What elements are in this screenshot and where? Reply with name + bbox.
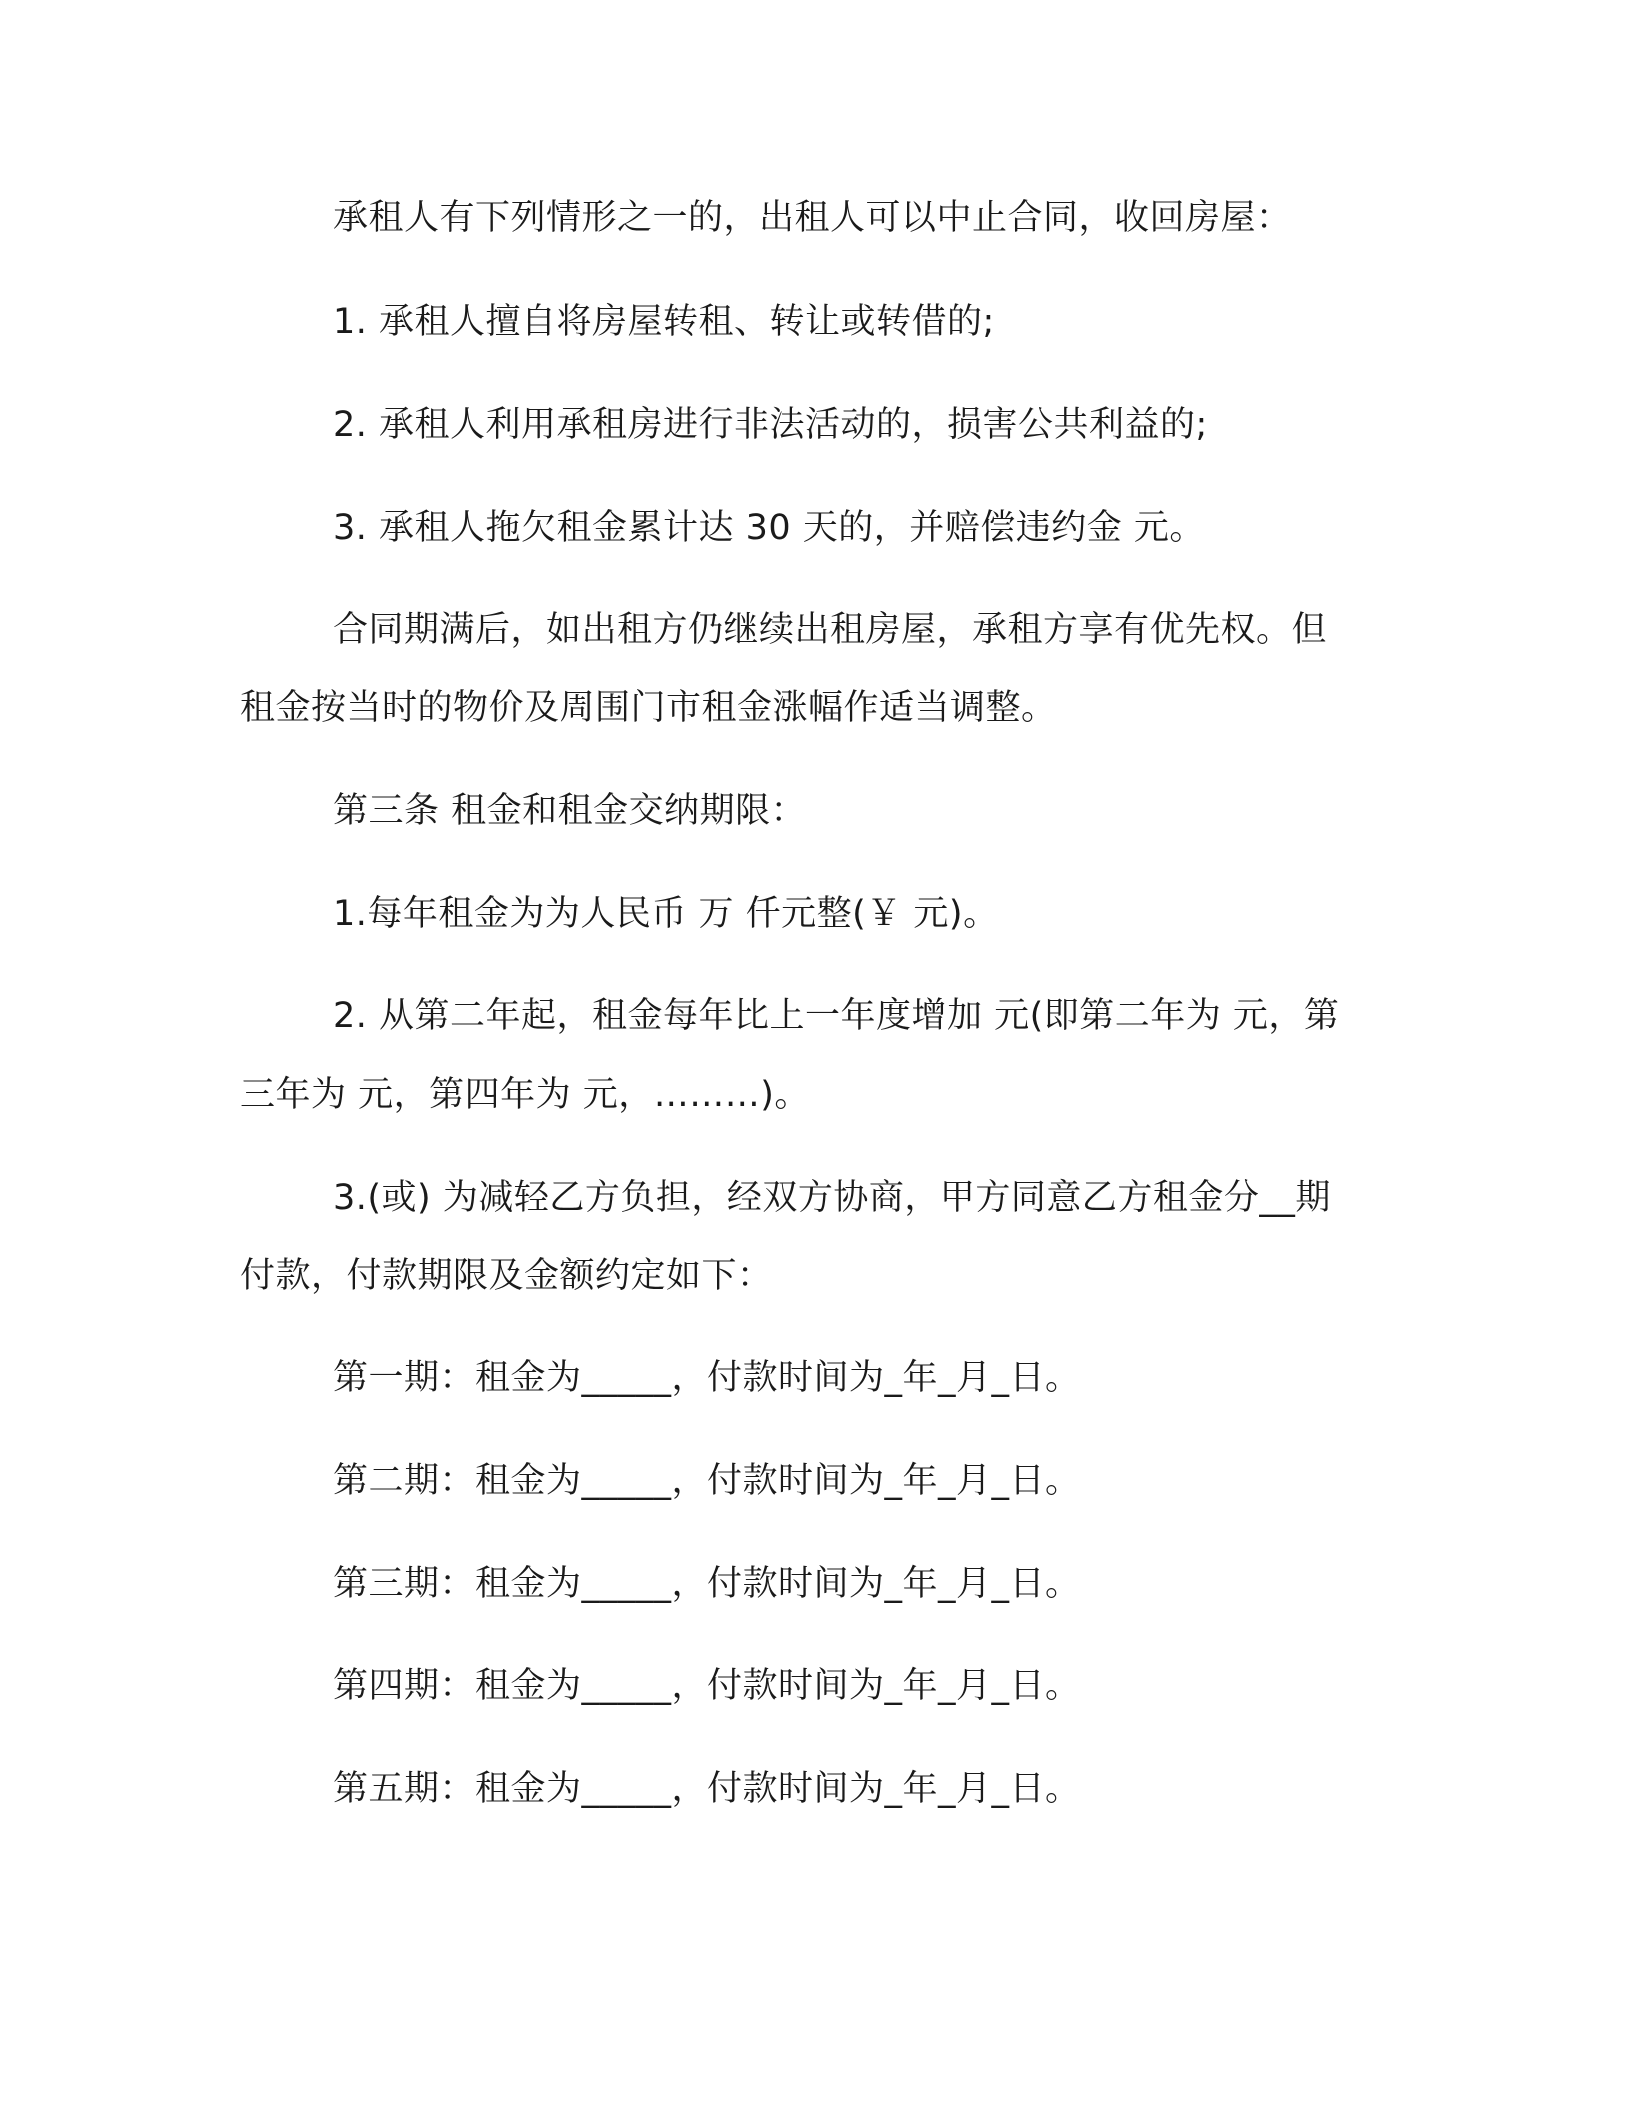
installment-3: 第三期：租金为_____，付款时间为_年_月_日。 xyxy=(333,1564,1081,1604)
clause-1: 1. 承租人擅自将房屋转租、转让或转借的; xyxy=(333,302,995,342)
installment-4: 第四期：租金为_____，付款时间为_年_月_日。 xyxy=(333,1666,1081,1706)
installment-5: 第五期：租金为_____，付款时间为_年_月_日。 xyxy=(333,1769,1081,1809)
rent-item-2-line-2: 三年为 元，第四年为 元，………)。 xyxy=(240,1075,810,1115)
rent-item-1: 1.每年租金为为人民币 万 仟元整(￥ 元)。 xyxy=(333,894,999,934)
clause-2: 2. 承租人利用承租房进行非法活动的，损害公共利益的; xyxy=(333,405,1208,445)
article-3-heading: 第三条 租金和租金交纳期限： xyxy=(333,791,807,831)
renewal-paragraph-line-2: 租金按当时的物价及周围门市租金涨幅作适当调整。 xyxy=(240,688,1057,728)
intro-paragraph: 承租人有下列情形之一的，出租人可以中止合同，收回房屋： xyxy=(333,198,1292,238)
installment-2: 第二期：租金为_____，付款时间为_年_月_日。 xyxy=(333,1461,1081,1501)
clause-3: 3. 承租人拖欠租金累计达 30 天的，并赔偿违约金 元。 xyxy=(333,508,1205,548)
rent-item-2-line-1: 2. 从第二年起，租金每年比上一年度增加 元(即第二年为 元，第 xyxy=(333,996,1340,1036)
renewal-paragraph-line-1: 合同期满后，如出租方仍继续出租房屋，承租方享有优先权。但 xyxy=(333,610,1328,650)
installment-1: 第一期：租金为_____，付款时间为_年_月_日。 xyxy=(333,1358,1081,1398)
rent-item-3-line-1: 3.(或) 为减轻乙方负担，经双方协商，甲方同意乙方租金分__期 xyxy=(333,1178,1331,1218)
rent-item-3-line-2: 付款，付款期限及金额约定如下： xyxy=(240,1256,773,1296)
